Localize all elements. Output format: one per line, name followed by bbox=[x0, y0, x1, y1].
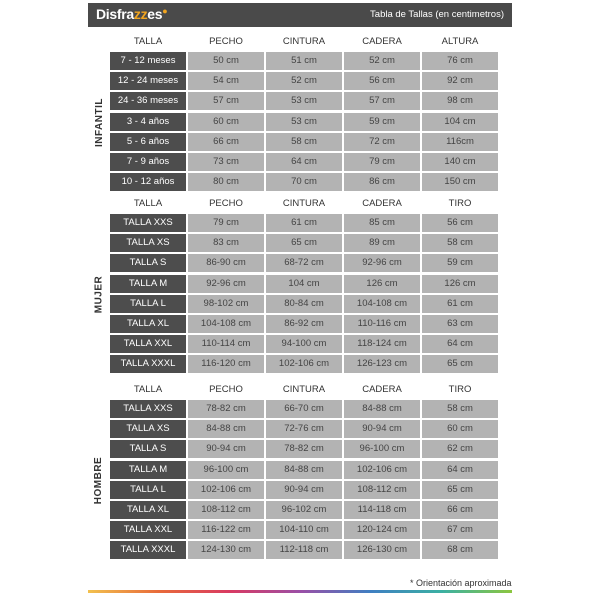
measure-cell: 67 cm bbox=[422, 521, 498, 539]
table-row bbox=[110, 153, 512, 171]
measure-cell: 84-88 cm bbox=[344, 400, 420, 418]
measure-cell: 110-116 cm bbox=[344, 315, 420, 333]
measure-cell: 92-96 cm bbox=[188, 275, 264, 293]
table-row bbox=[110, 234, 512, 252]
hombre-label-text: HOMBRE bbox=[93, 457, 105, 505]
size-label-cell: TALLA XS bbox=[110, 420, 186, 438]
measure-cell: 96-102 cm bbox=[266, 501, 342, 519]
size-label-cell: 12 - 24 meses bbox=[110, 72, 186, 90]
measure-cell: 61 cm bbox=[422, 295, 498, 313]
measure-cell: 68-72 cm bbox=[266, 254, 342, 272]
measure-cell: 116cm bbox=[422, 133, 498, 151]
size-label-cell: 3 - 4 años bbox=[110, 113, 186, 131]
measure-cell: 90-94 cm bbox=[266, 481, 342, 499]
measure-cell: 90-94 cm bbox=[188, 440, 264, 458]
measure-cell: 79 cm bbox=[188, 214, 264, 232]
measure-cell: 65 cm bbox=[422, 481, 498, 499]
size-label-cell: TALLA L bbox=[110, 295, 186, 313]
infantil-section-label bbox=[88, 52, 110, 193]
measure-cell: 70 cm bbox=[266, 173, 342, 191]
measure-cell: 108-112 cm bbox=[344, 481, 420, 499]
size-label-cell: 7 - 12 meses bbox=[110, 52, 186, 70]
column-header: TIRO bbox=[448, 384, 472, 395]
size-label-cell: TALLA M bbox=[110, 275, 186, 293]
table-row bbox=[110, 173, 512, 191]
size-label-cell: 24 - 36 meses bbox=[110, 92, 186, 110]
measure-cell: 56 cm bbox=[422, 214, 498, 232]
size-label-cell: TALLA XXS bbox=[110, 400, 186, 418]
table-row bbox=[110, 481, 512, 499]
table-row bbox=[110, 420, 512, 438]
table-row bbox=[110, 461, 512, 479]
measure-cell: 108-112 cm bbox=[188, 501, 264, 519]
measure-cell: 124-130 cm bbox=[188, 541, 264, 559]
infantil-label-text: INFANTIL bbox=[93, 98, 105, 148]
logo-text: Disfrazzes bbox=[96, 6, 163, 22]
measure-cell: 85 cm bbox=[344, 214, 420, 232]
column-header: TALLA bbox=[133, 384, 163, 395]
column-header: TIRO bbox=[448, 198, 472, 209]
mujer-size-table bbox=[88, 194, 512, 376]
measure-cell: 54 cm bbox=[188, 72, 264, 90]
column-header: TALLA bbox=[133, 198, 163, 209]
page-title: Tabla de Tallas (en centimetros) bbox=[370, 9, 504, 20]
measure-cell: 96-100 cm bbox=[344, 440, 420, 458]
measure-cell: 65 cm bbox=[266, 234, 342, 252]
measure-cell: 66-70 cm bbox=[266, 400, 342, 418]
measure-cell: 62 cm bbox=[422, 440, 498, 458]
brand-logo bbox=[96, 6, 167, 22]
measure-cell: 58 cm bbox=[422, 234, 498, 252]
measure-cell: 118-124 cm bbox=[344, 335, 420, 353]
measure-cell: 65 cm bbox=[422, 355, 498, 373]
measure-cell: 59 cm bbox=[422, 254, 498, 272]
column-header: PECHO bbox=[209, 36, 243, 47]
hombre-section-label bbox=[88, 400, 110, 562]
measure-cell: 68 cm bbox=[422, 541, 498, 559]
mujer-label-text: MUJER bbox=[93, 276, 105, 314]
size-label-cell: TALLA L bbox=[110, 481, 186, 499]
measure-cell: 116-122 cm bbox=[188, 521, 264, 539]
measure-cell: 52 cm bbox=[266, 72, 342, 90]
column-header: CADERA bbox=[362, 198, 402, 209]
footnote: * Orientación aproximada bbox=[410, 578, 512, 588]
measure-cell: 94-100 cm bbox=[266, 335, 342, 353]
measure-cell: 90-94 cm bbox=[344, 420, 420, 438]
table-row bbox=[110, 254, 512, 272]
measure-cell: 126 cm bbox=[422, 275, 498, 293]
column-header: CINTURA bbox=[282, 36, 326, 47]
measure-cell: 104 cm bbox=[266, 275, 342, 293]
measure-cell: 60 cm bbox=[422, 420, 498, 438]
hombre-size-table bbox=[88, 380, 512, 562]
measure-cell: 56 cm bbox=[344, 72, 420, 90]
measure-cell: 52 cm bbox=[344, 52, 420, 70]
measure-cell: 59 cm bbox=[344, 113, 420, 131]
measure-cell: 66 cm bbox=[422, 501, 498, 519]
table-row bbox=[110, 335, 512, 353]
table-row bbox=[110, 52, 512, 70]
column-header: CINTURA bbox=[282, 384, 326, 395]
logo-mark-icon: ● bbox=[162, 6, 168, 16]
size-label-cell: TALLA XXL bbox=[110, 335, 186, 353]
measure-cell: 80 cm bbox=[188, 173, 264, 191]
measure-cell: 112-118 cm bbox=[266, 541, 342, 559]
table-row bbox=[110, 501, 512, 519]
measure-cell: 104 cm bbox=[422, 113, 498, 131]
measure-cell: 104-108 cm bbox=[344, 295, 420, 313]
measure-cell: 57 cm bbox=[188, 92, 264, 110]
column-header: CINTURA bbox=[282, 198, 326, 209]
measure-cell: 57 cm bbox=[344, 92, 420, 110]
measure-cell: 78-82 cm bbox=[188, 400, 264, 418]
size-label-cell: TALLA XS bbox=[110, 234, 186, 252]
measure-cell: 102-106 cm bbox=[344, 461, 420, 479]
measure-cell: 110-114 cm bbox=[188, 335, 264, 353]
size-label-cell: 7 - 9 años bbox=[110, 153, 186, 171]
measure-cell: 50 cm bbox=[188, 52, 264, 70]
measure-cell: 104-108 cm bbox=[188, 315, 264, 333]
measure-cell: 78-82 cm bbox=[266, 440, 342, 458]
table-row bbox=[110, 113, 512, 131]
measure-cell: 86-92 cm bbox=[266, 315, 342, 333]
size-label-cell: TALLA XL bbox=[110, 315, 186, 333]
size-label-cell: TALLA XXL bbox=[110, 521, 186, 539]
table-row bbox=[110, 400, 512, 418]
measure-cell: 102-106 cm bbox=[188, 481, 264, 499]
infantil-column-headers bbox=[110, 32, 512, 52]
table-row bbox=[110, 541, 512, 559]
measure-cell: 114-118 cm bbox=[344, 501, 420, 519]
measure-cell: 140 cm bbox=[422, 153, 498, 171]
measure-cell: 72 cm bbox=[344, 133, 420, 151]
table-row bbox=[110, 92, 512, 110]
table-row bbox=[110, 355, 512, 373]
measure-cell: 126-123 cm bbox=[344, 355, 420, 373]
measure-cell: 53 cm bbox=[266, 113, 342, 131]
measure-cell: 51 cm bbox=[266, 52, 342, 70]
infantil-size-table bbox=[88, 32, 512, 193]
table-row bbox=[110, 315, 512, 333]
table-row bbox=[110, 440, 512, 458]
measure-cell: 98 cm bbox=[422, 92, 498, 110]
size-label-cell: TALLA XXXL bbox=[110, 355, 186, 373]
size-label-cell: 5 - 6 años bbox=[110, 133, 186, 151]
column-header: ALTURA bbox=[441, 36, 479, 47]
measure-cell: 60 cm bbox=[188, 113, 264, 131]
hombre-column-headers bbox=[110, 380, 512, 400]
color-stripe bbox=[88, 590, 512, 593]
table-row bbox=[110, 275, 512, 293]
measure-cell: 63 cm bbox=[422, 315, 498, 333]
measure-cell: 58 cm bbox=[266, 133, 342, 151]
measure-cell: 120-124 cm bbox=[344, 521, 420, 539]
measure-cell: 92-96 cm bbox=[344, 254, 420, 272]
measure-cell: 53 cm bbox=[266, 92, 342, 110]
measure-cell: 64 cm bbox=[422, 335, 498, 353]
measure-cell: 64 cm bbox=[422, 461, 498, 479]
measure-cell: 116-120 cm bbox=[188, 355, 264, 373]
size-label-cell: TALLA XL bbox=[110, 501, 186, 519]
size-label-cell: TALLA M bbox=[110, 461, 186, 479]
table-row bbox=[110, 214, 512, 232]
measure-cell: 96-100 cm bbox=[188, 461, 264, 479]
measure-cell: 84-88 cm bbox=[188, 420, 264, 438]
measure-cell: 126 cm bbox=[344, 275, 420, 293]
size-label-cell: TALLA XXXL bbox=[110, 541, 186, 559]
measure-cell: 73 cm bbox=[188, 153, 264, 171]
table-row bbox=[110, 295, 512, 313]
measure-cell: 86 cm bbox=[344, 173, 420, 191]
measure-cell: 98-102 cm bbox=[188, 295, 264, 313]
measure-cell: 80-84 cm bbox=[266, 295, 342, 313]
size-label-cell: TALLA XXS bbox=[110, 214, 186, 232]
column-header: PECHO bbox=[209, 198, 243, 209]
measure-cell: 86-90 cm bbox=[188, 254, 264, 272]
header-bar bbox=[88, 3, 512, 27]
measure-cell: 83 cm bbox=[188, 234, 264, 252]
measure-cell: 102-106 cm bbox=[266, 355, 342, 373]
column-header: TALLA bbox=[133, 36, 163, 47]
measure-cell: 61 cm bbox=[266, 214, 342, 232]
measure-cell: 66 cm bbox=[188, 133, 264, 151]
measure-cell: 150 cm bbox=[422, 173, 498, 191]
measure-cell: 104-110 cm bbox=[266, 521, 342, 539]
measure-cell: 92 cm bbox=[422, 72, 498, 90]
table-row bbox=[110, 72, 512, 90]
measure-cell: 79 cm bbox=[344, 153, 420, 171]
size-label-cell: TALLA S bbox=[110, 254, 186, 272]
size-label-cell: 10 - 12 años bbox=[110, 173, 186, 191]
measure-cell: 89 cm bbox=[344, 234, 420, 252]
table-row bbox=[110, 133, 512, 151]
column-header: CADERA bbox=[362, 36, 402, 47]
measure-cell: 126-130 cm bbox=[344, 541, 420, 559]
measure-cell: 72-76 cm bbox=[266, 420, 342, 438]
measure-cell: 84-88 cm bbox=[266, 461, 342, 479]
column-header: PECHO bbox=[209, 384, 243, 395]
mujer-column-headers bbox=[110, 194, 512, 214]
column-header: CADERA bbox=[362, 384, 402, 395]
mujer-section-label bbox=[88, 214, 110, 376]
size-label-cell: TALLA S bbox=[110, 440, 186, 458]
measure-cell: 76 cm bbox=[422, 52, 498, 70]
measure-cell: 64 cm bbox=[266, 153, 342, 171]
table-row bbox=[110, 521, 512, 539]
measure-cell: 58 cm bbox=[422, 400, 498, 418]
